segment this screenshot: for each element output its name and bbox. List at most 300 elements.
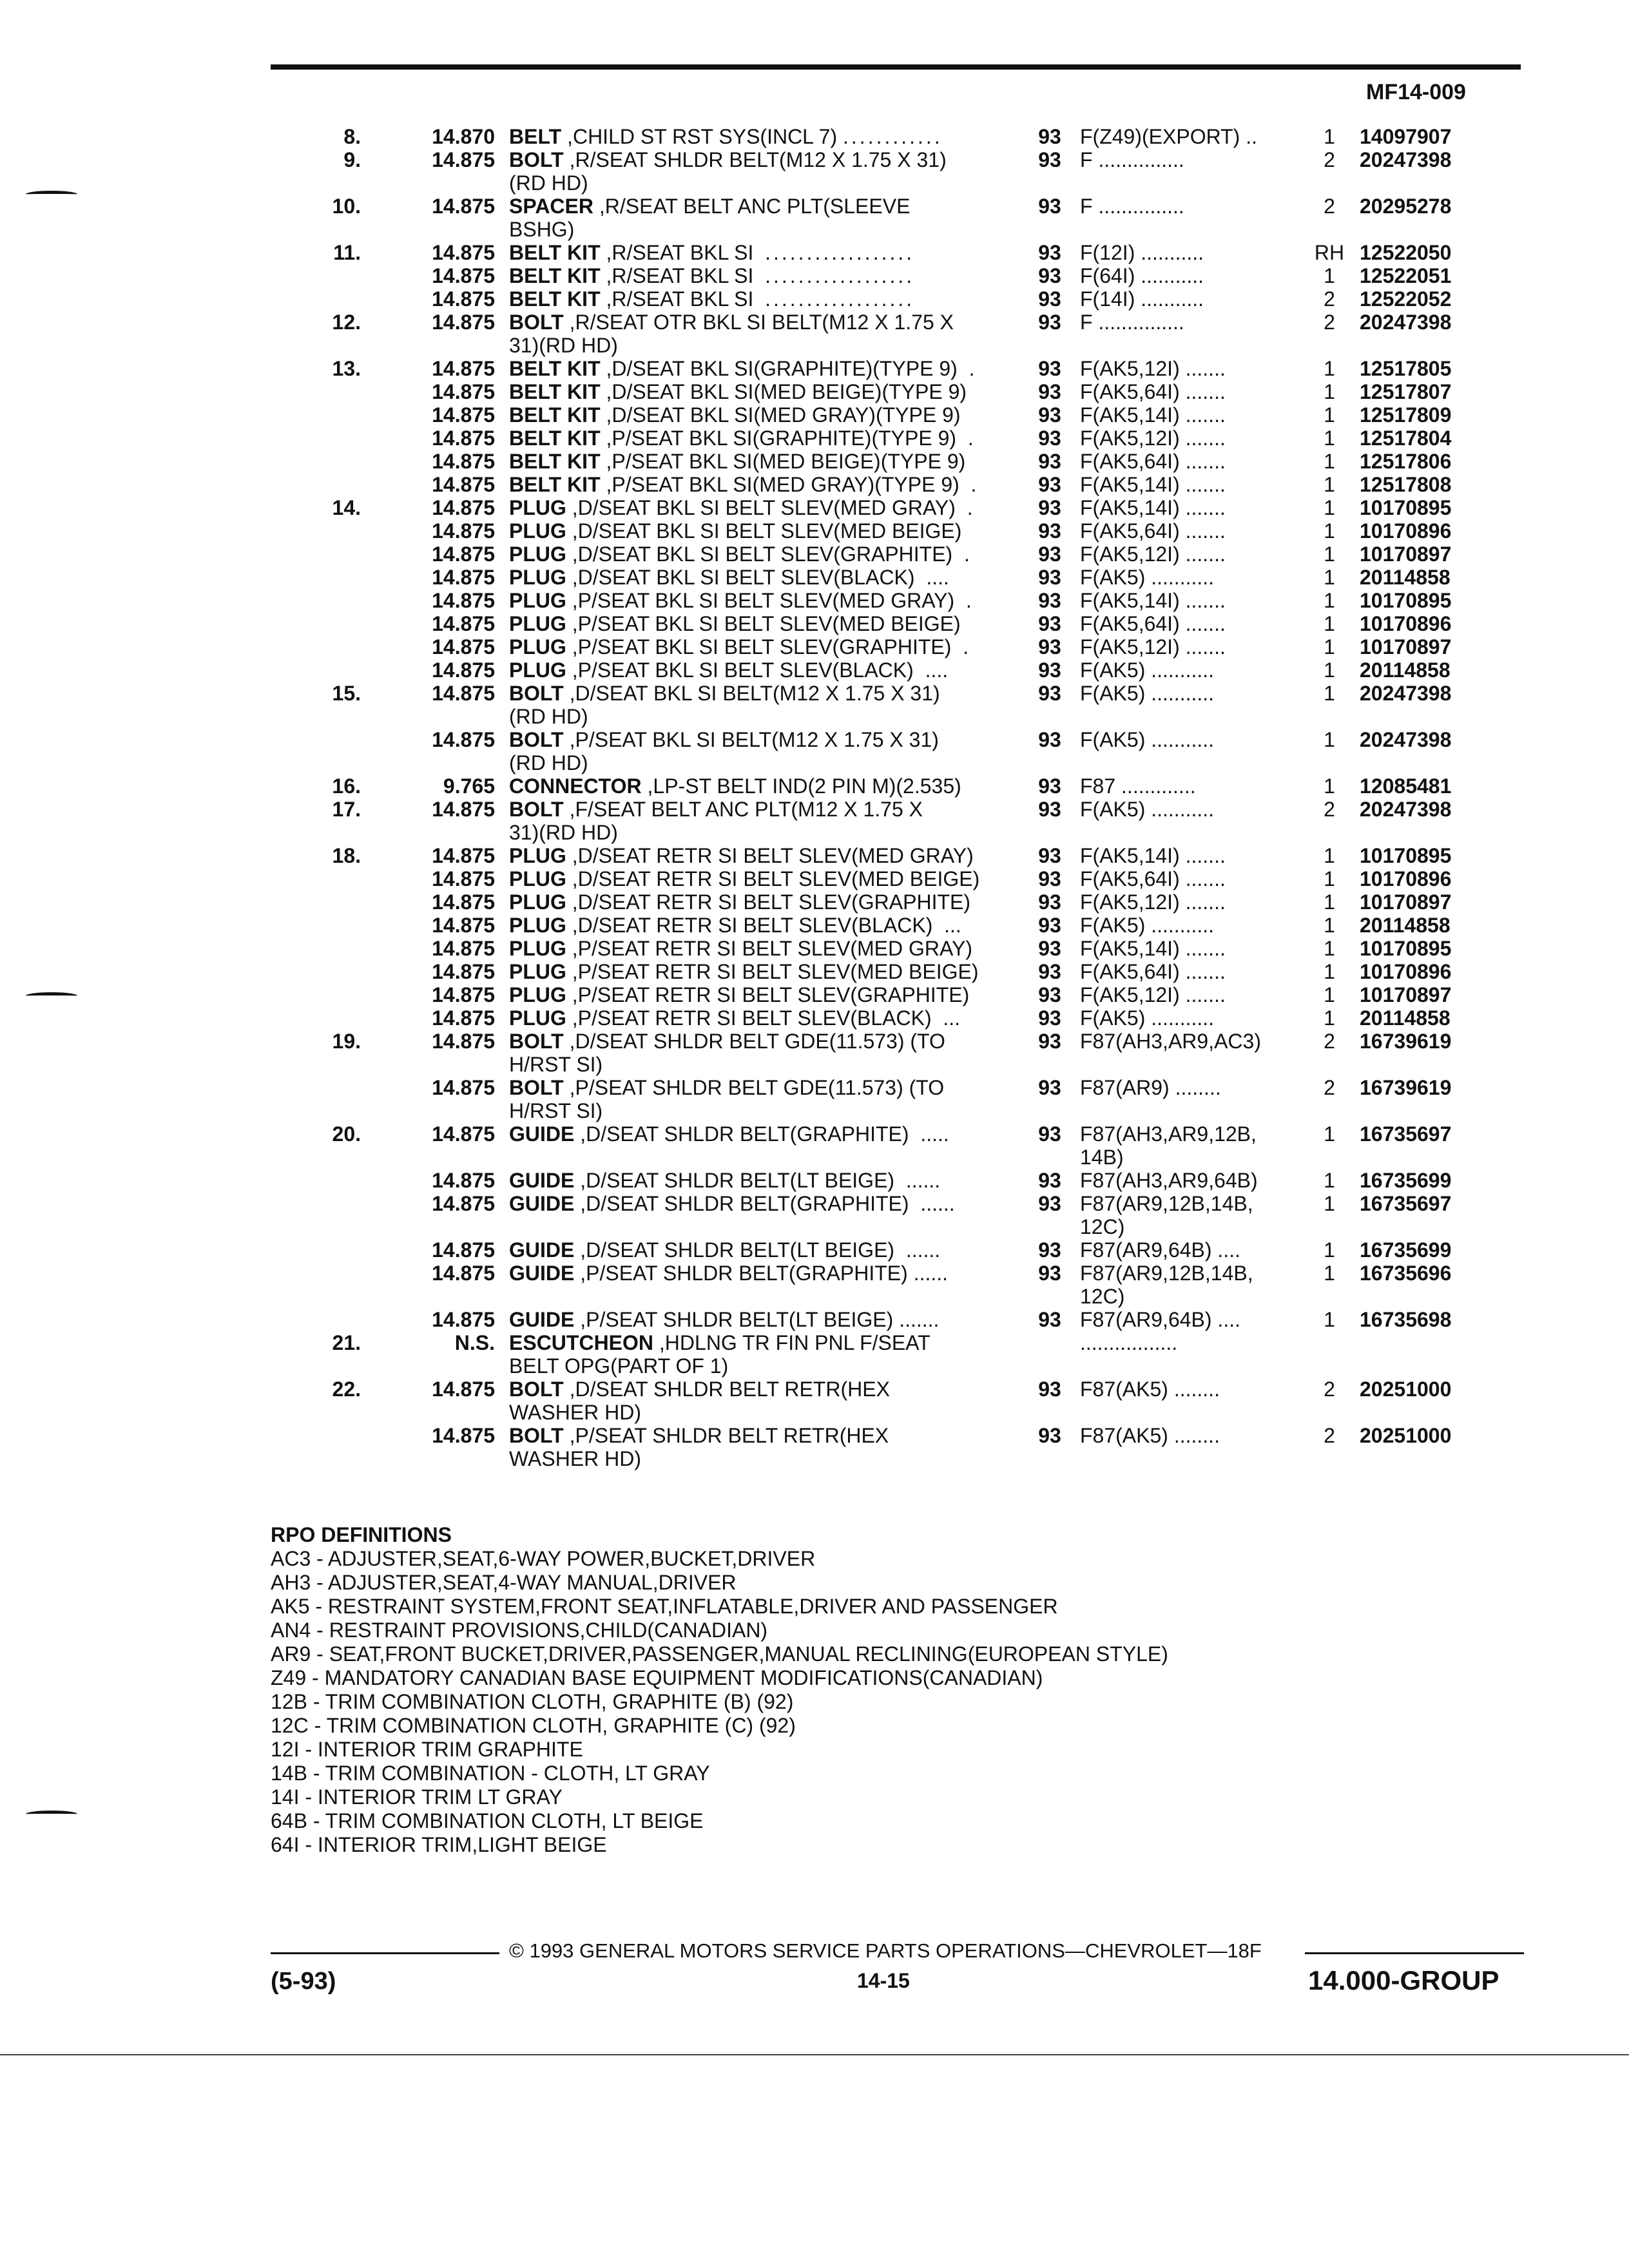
ref-number [361, 1401, 495, 1424]
description [495, 1076, 1025, 1099]
model-year [1025, 1331, 1075, 1354]
usage-code: F87(AH3,AR9,12B, [1080, 1122, 1257, 1146]
ref-number [361, 334, 495, 357]
quantity: 1 [1324, 728, 1335, 751]
model-year [1025, 1354, 1075, 1378]
quantity: 1 [1324, 125, 1335, 148]
description [495, 1238, 1025, 1262]
quantity [1307, 751, 1352, 774]
table-row [271, 751, 1534, 774]
model-year: 93 [1038, 960, 1061, 983]
table-row [271, 1076, 1534, 1099]
part-detail: ,R/SEAT BKL SI [600, 287, 766, 311]
ref-number [361, 1053, 495, 1076]
ref-number: 14.875 [432, 728, 495, 751]
part-name: BELT KIT [509, 357, 601, 380]
description [495, 658, 1025, 682]
description [495, 566, 1025, 589]
model-year: 93 [1038, 241, 1061, 264]
usage-code: F(AK5) ........... [1080, 914, 1215, 937]
part-detail: WASHER HD) [509, 1401, 642, 1424]
table-row [271, 1447, 1534, 1470]
model-year: 93 [1038, 1378, 1061, 1401]
part-name: PLUG [509, 612, 566, 635]
binder-hole-mark [26, 191, 77, 198]
rpo-line: 64I - INTERIOR TRIM,LIGHT BEIGE [271, 1833, 607, 1856]
model-year: 93 [1038, 566, 1061, 589]
quantity: 1 [1324, 844, 1335, 867]
part-number: 10170895 [1360, 937, 1452, 960]
part-number [1352, 1331, 1501, 1354]
part-name: PLUG [509, 658, 566, 682]
rpo-line: AR9 - SEAT,FRONT BUCKET,DRIVER,PASSENGER,MANUAL RECLINING(EUROPEAN STYLE) [271, 1642, 1168, 1666]
quantity [1307, 1099, 1352, 1122]
rpo-line: 14B - TRIM COMBINATION - CLOTH, LT GRAY [271, 1762, 710, 1785]
item-number [271, 960, 361, 983]
table-row [271, 960, 1534, 983]
table-row [271, 496, 1534, 519]
rpo-line: 64B - TRIM COMBINATION CLOTH, LT BEIGE [271, 1809, 704, 1832]
part-name: GUIDE [509, 1262, 575, 1285]
item-number [271, 589, 361, 612]
rpo-line: 12C - TRIM COMBINATION CLOTH, GRAPHITE (C) (92) [271, 1714, 796, 1737]
description [495, 1146, 1025, 1169]
part-number [1352, 1354, 1501, 1378]
model-year: 93 [1038, 450, 1061, 473]
quantity: 1 [1324, 983, 1335, 1006]
item-number [271, 635, 361, 658]
part-detail: ,R/SEAT OTR BKL SI BELT(M12 X 1.75 X [563, 311, 954, 334]
part-detail: ,D/SEAT SHLDR BELT(GRAPHITE) ..... [574, 1122, 949, 1146]
quantity: 1 [1324, 1006, 1335, 1030]
rpo-line: 14I - INTERIOR TRIM LT GRAY [271, 1785, 563, 1809]
part-detail: 31)(RD HD) [509, 334, 618, 357]
ref-number: 14.875 [432, 264, 495, 287]
quantity: 1 [1324, 612, 1335, 635]
part-name: GUIDE [509, 1169, 575, 1192]
usage-code: F(AK5,64I) ....... [1080, 450, 1226, 473]
description [495, 635, 1025, 658]
description [495, 844, 1025, 867]
item-number [271, 171, 361, 195]
description [495, 937, 1025, 960]
part-detail: WASHER HD) [509, 1447, 642, 1470]
quantity: 2 [1324, 798, 1335, 821]
rpo-definitions [271, 1523, 1168, 1857]
part-number: 10170896 [1360, 519, 1452, 543]
part-number: 10170897 [1360, 543, 1452, 566]
model-year: 93 [1038, 658, 1061, 682]
model-year [1025, 1146, 1075, 1169]
part-name: BOLT [509, 1378, 564, 1401]
quantity: 2 [1324, 1076, 1335, 1099]
description [495, 287, 1025, 311]
part-name: GUIDE [509, 1192, 575, 1215]
usage-code: F87(AR9,12B,14B, [1080, 1262, 1253, 1285]
quantity [1307, 1354, 1352, 1378]
quantity: 1 [1324, 1308, 1335, 1331]
part-number: 12517806 [1360, 450, 1452, 473]
item-number [271, 983, 361, 1006]
part-number [1352, 751, 1501, 774]
usage-code: F(AK5,12I) ....... [1080, 427, 1226, 450]
ref-number: 14.875 [432, 195, 495, 218]
model-year: 93 [1038, 1262, 1061, 1285]
table-row [271, 195, 1534, 218]
ref-number [361, 1447, 495, 1470]
usage-code: F(AK5,12I) ....... [1080, 983, 1226, 1006]
part-number: 16735698 [1360, 1308, 1452, 1331]
part-detail: ,P/SEAT BKL SI BELT SLEV(MED BEIGE) [566, 612, 961, 635]
part-detail: (RD HD) [509, 705, 588, 728]
usage-code [1075, 171, 1307, 195]
usage-code [1075, 1447, 1307, 1470]
ref-number: 14.875 [432, 682, 495, 705]
table-row [271, 1378, 1534, 1401]
part-number: 10170897 [1360, 635, 1452, 658]
part-detail: H/RST SI) [509, 1053, 603, 1076]
model-year [1025, 705, 1075, 728]
description [495, 357, 1025, 380]
quantity: 1 [1324, 427, 1335, 450]
rpo-line: AN4 - RESTRAINT PROVISIONS,CHILD(CANADIAN) [271, 1619, 768, 1642]
part-number: 20247398 [1360, 728, 1452, 751]
part-name: BELT KIT [509, 287, 601, 311]
part-name: PLUG [509, 589, 566, 612]
table-row [271, 566, 1534, 589]
item-number [271, 334, 361, 357]
table-row [271, 774, 1534, 798]
model-year: 93 [1038, 728, 1061, 751]
model-year [1025, 1285, 1075, 1308]
ref-number [361, 821, 495, 844]
part-name: BELT KIT [509, 450, 601, 473]
part-number: 12517804 [1360, 427, 1452, 450]
description [495, 1285, 1025, 1308]
part-detail: ,P/SEAT BKL SI(MED BEIGE)(TYPE 9) [600, 450, 966, 473]
item-number [271, 728, 361, 751]
ref-number: 14.875 [432, 798, 495, 821]
quantity [1307, 1146, 1352, 1169]
usage-code: F87(AR9) ........ [1080, 1076, 1221, 1099]
quantity: 1 [1324, 1238, 1335, 1262]
usage-code: F ............... [1080, 311, 1184, 334]
description [495, 171, 1025, 195]
quantity: 1 [1324, 635, 1335, 658]
description [495, 983, 1025, 1006]
table-row [271, 287, 1534, 311]
part-name: PLUG [509, 937, 566, 960]
item-number [271, 1006, 361, 1030]
description [495, 195, 1025, 218]
item-number: 16. [332, 774, 361, 798]
ref-number: 14.875 [432, 357, 495, 380]
table-row [271, 1169, 1534, 1192]
model-year [1025, 334, 1075, 357]
model-year: 93 [1038, 1424, 1061, 1447]
quantity: 1 [1324, 519, 1335, 543]
description [495, 798, 1025, 821]
quantity: 1 [1324, 450, 1335, 473]
part-detail: ,D/SEAT SHLDR BELT(GRAPHITE) ...... [574, 1192, 955, 1215]
leader-dots: .................. [765, 241, 915, 264]
usage-code: F(AK5,14I) ....... [1080, 403, 1226, 427]
part-detail: BSHG) [509, 218, 575, 241]
part-detail: ,P/SEAT SHLDR BELT RETR(HEX [563, 1424, 889, 1447]
part-detail: ,D/SEAT BKL SI(MED GRAY)(TYPE 9) [600, 403, 961, 427]
model-year [1025, 1447, 1075, 1470]
model-year: 93 [1038, 798, 1061, 821]
table-row [271, 218, 1534, 241]
ref-number: 14.875 [432, 427, 495, 450]
part-name: BELT KIT [509, 427, 601, 450]
description [495, 519, 1025, 543]
quantity: 1 [1324, 496, 1335, 519]
quantity: 1 [1324, 473, 1335, 496]
part-number: 12522052 [1360, 287, 1452, 311]
usage-code: F(AK5,14I) ....... [1080, 589, 1226, 612]
item-number [271, 519, 361, 543]
item-number [271, 751, 361, 774]
ref-number: 14.875 [432, 844, 495, 867]
description [495, 1424, 1025, 1447]
description [495, 1030, 1025, 1053]
quantity: 1 [1324, 658, 1335, 682]
model-year: 93 [1038, 774, 1061, 798]
leader-dots: ............ [843, 125, 943, 148]
table-row [271, 728, 1534, 751]
quantity: 1 [1324, 264, 1335, 287]
usage-code: F87(AR9,64B) .... [1080, 1238, 1240, 1262]
part-name: CONNECTOR [509, 774, 642, 798]
ref-number [361, 1285, 495, 1308]
part-number: 16735699 [1360, 1169, 1452, 1192]
footer-rule-left [271, 1952, 499, 1954]
scan-edge-line [0, 2054, 1629, 2055]
binder-hole-mark [26, 992, 77, 999]
quantity: 2 [1324, 287, 1335, 311]
model-year: 93 [1038, 287, 1061, 311]
part-detail: ,HDLNG TR FIN PNL F/SEAT [653, 1331, 930, 1354]
table-row [271, 241, 1534, 264]
description [495, 1401, 1025, 1424]
usage-code: F(12I) ........... [1080, 241, 1204, 264]
model-year: 93 [1038, 357, 1061, 380]
usage-code: F(AK5,12I) ....... [1080, 635, 1226, 658]
ref-number: 14.875 [432, 287, 495, 311]
part-name: SPACER [509, 195, 593, 218]
usage-code: F(64I) ........... [1080, 264, 1204, 287]
part-number [1352, 1053, 1501, 1076]
table-row [271, 937, 1534, 960]
model-year: 93 [1038, 1169, 1061, 1192]
description [495, 241, 1025, 264]
usage-code: F(AK5) ........... [1080, 728, 1215, 751]
model-year: 93 [1038, 612, 1061, 635]
table-row [271, 914, 1534, 937]
table-row [271, 473, 1534, 496]
part-detail: ,LP-ST BELT IND(2 PIN M)(2.535) [641, 774, 961, 798]
quantity: 2 [1324, 1378, 1335, 1401]
part-name: ESCUTCHEON [509, 1331, 654, 1354]
ref-number: 14.875 [432, 612, 495, 635]
part-detail: ,D/SEAT BKL SI(MED BEIGE)(TYPE 9) [600, 380, 967, 403]
quantity: 1 [1324, 357, 1335, 380]
part-number: 16735696 [1360, 1262, 1452, 1285]
quantity: 1 [1324, 1122, 1335, 1146]
table-row [271, 1262, 1534, 1285]
part-number: 10170895 [1360, 844, 1452, 867]
model-year: 93 [1038, 380, 1061, 403]
ref-number: 14.875 [432, 1262, 495, 1285]
quantity [1307, 821, 1352, 844]
description [495, 1053, 1025, 1076]
table-row [271, 543, 1534, 566]
quantity [1307, 334, 1352, 357]
part-number: 20247398 [1360, 798, 1452, 821]
description [495, 1378, 1025, 1401]
part-name: BOLT [509, 148, 564, 171]
part-number: 12085481 [1360, 774, 1452, 798]
part-number: 10170896 [1360, 867, 1452, 890]
part-number: 14097907 [1360, 125, 1452, 148]
description [495, 427, 1025, 450]
model-year: 93 [1038, 914, 1061, 937]
ref-number: 14.875 [432, 543, 495, 566]
part-name: GUIDE [509, 1308, 575, 1331]
model-year: 93 [1038, 519, 1061, 543]
table-row [271, 612, 1534, 635]
quantity: 1 [1324, 867, 1335, 890]
quantity: 2 [1324, 195, 1335, 218]
part-detail: (RD HD) [509, 751, 588, 774]
part-detail: ,D/SEAT BKL SI BELT SLEV(MED GRAY) . [566, 496, 973, 519]
ref-number: 14.875 [432, 658, 495, 682]
table-row [271, 798, 1534, 821]
part-name: BELT KIT [509, 473, 601, 496]
table-row [271, 264, 1534, 287]
table-row [271, 658, 1534, 682]
part-number [1352, 171, 1501, 195]
page-number: 14-15 [857, 1969, 910, 1992]
part-name: PLUG [509, 890, 566, 914]
model-year: 93 [1038, 1308, 1061, 1331]
part-name: PLUG [509, 1006, 566, 1030]
usage-code [1075, 705, 1307, 728]
item-number [271, 287, 361, 311]
part-name: PLUG [509, 914, 566, 937]
description [495, 682, 1025, 705]
model-year: 93 [1038, 543, 1061, 566]
part-number: 20295278 [1360, 195, 1452, 218]
usage-code: F ............... [1080, 148, 1184, 171]
table-row [271, 1308, 1534, 1331]
model-year: 93 [1038, 867, 1061, 890]
item-number [271, 1053, 361, 1076]
quantity: 1 [1324, 1262, 1335, 1285]
table-row [271, 171, 1534, 195]
description [495, 612, 1025, 635]
model-year [1025, 751, 1075, 774]
rpo-heading: RPO DEFINITIONS [271, 1523, 452, 1546]
description [495, 1192, 1025, 1215]
part-name: BOLT [509, 1076, 564, 1099]
model-year: 93 [1038, 195, 1061, 218]
item-number: 20. [332, 1122, 361, 1146]
table-row [271, 311, 1534, 334]
part-detail: ,D/SEAT BKL SI BELT SLEV(GRAPHITE) . [566, 543, 970, 566]
part-number [1352, 1401, 1501, 1424]
footer-copyright: © 1993 GENERAL MOTORS SERVICE PARTS OPERATIONS—CHEVROLET—18F [509, 1939, 1262, 1962]
part-number: 12517805 [1360, 357, 1452, 380]
part-name: PLUG [509, 960, 566, 983]
part-number: 12522050 [1360, 241, 1452, 264]
description [495, 125, 1025, 148]
quantity: 2 [1324, 1030, 1335, 1053]
item-number [271, 821, 361, 844]
description [495, 1122, 1025, 1146]
quantity: 1 [1324, 890, 1335, 914]
usage-code: F87(AK5) ........ [1080, 1424, 1220, 1447]
table-row [271, 1146, 1534, 1169]
model-year: 93 [1038, 427, 1061, 450]
table-row [271, 682, 1534, 705]
part-name: PLUG [509, 496, 566, 519]
description [495, 821, 1025, 844]
part-number: 10170897 [1360, 890, 1452, 914]
usage-code: F(AK5,64I) ....... [1080, 612, 1226, 635]
item-number: 17. [332, 798, 361, 821]
rpo-line: 12B - TRIM COMBINATION CLOTH, GRAPHITE (B) (92) [271, 1690, 794, 1713]
part-name: BOLT [509, 798, 564, 821]
ref-number [361, 1146, 495, 1169]
description [495, 751, 1025, 774]
part-detail: ,D/SEAT BKL SI BELT SLEV(BLACK) .... [566, 566, 949, 589]
usage-code: 12C) [1080, 1285, 1125, 1308]
usage-code [1075, 821, 1307, 844]
part-detail: ,P/SEAT BKL SI BELT SLEV(MED GRAY) . [566, 589, 972, 612]
ref-number [361, 218, 495, 241]
part-detail: ,D/SEAT SHLDR BELT RETR(HEX [563, 1378, 890, 1401]
part-number: 10170895 [1360, 496, 1452, 519]
part-detail: ,P/SEAT SHLDR BELT GDE(11.573) (TO [563, 1076, 945, 1099]
table-row [271, 1053, 1534, 1076]
item-number [271, 1447, 361, 1470]
part-number: 20114858 [1360, 658, 1451, 682]
part-name: BELT [509, 125, 562, 148]
usage-code: F(AK5,12I) ....... [1080, 357, 1226, 380]
binder-hole-mark [26, 1811, 77, 1818]
part-name: GUIDE [509, 1238, 575, 1262]
part-number: 12517809 [1360, 403, 1452, 427]
description [495, 1447, 1025, 1470]
quantity [1307, 1401, 1352, 1424]
part-number: 16735697 [1360, 1122, 1452, 1146]
ref-number: 14.875 [432, 1006, 495, 1030]
description [495, 496, 1025, 519]
model-year: 93 [1038, 311, 1061, 334]
ref-number [361, 751, 495, 774]
table-row [271, 1401, 1534, 1424]
item-number [271, 937, 361, 960]
part-detail: ,CHILD ST RST SYS(INCL 7) [561, 125, 843, 148]
ref-number: 14.875 [432, 311, 495, 334]
quantity: 1 [1324, 1192, 1335, 1215]
part-name: PLUG [509, 543, 566, 566]
part-number [1352, 1215, 1501, 1238]
description [495, 543, 1025, 566]
model-year: 93 [1038, 682, 1061, 705]
